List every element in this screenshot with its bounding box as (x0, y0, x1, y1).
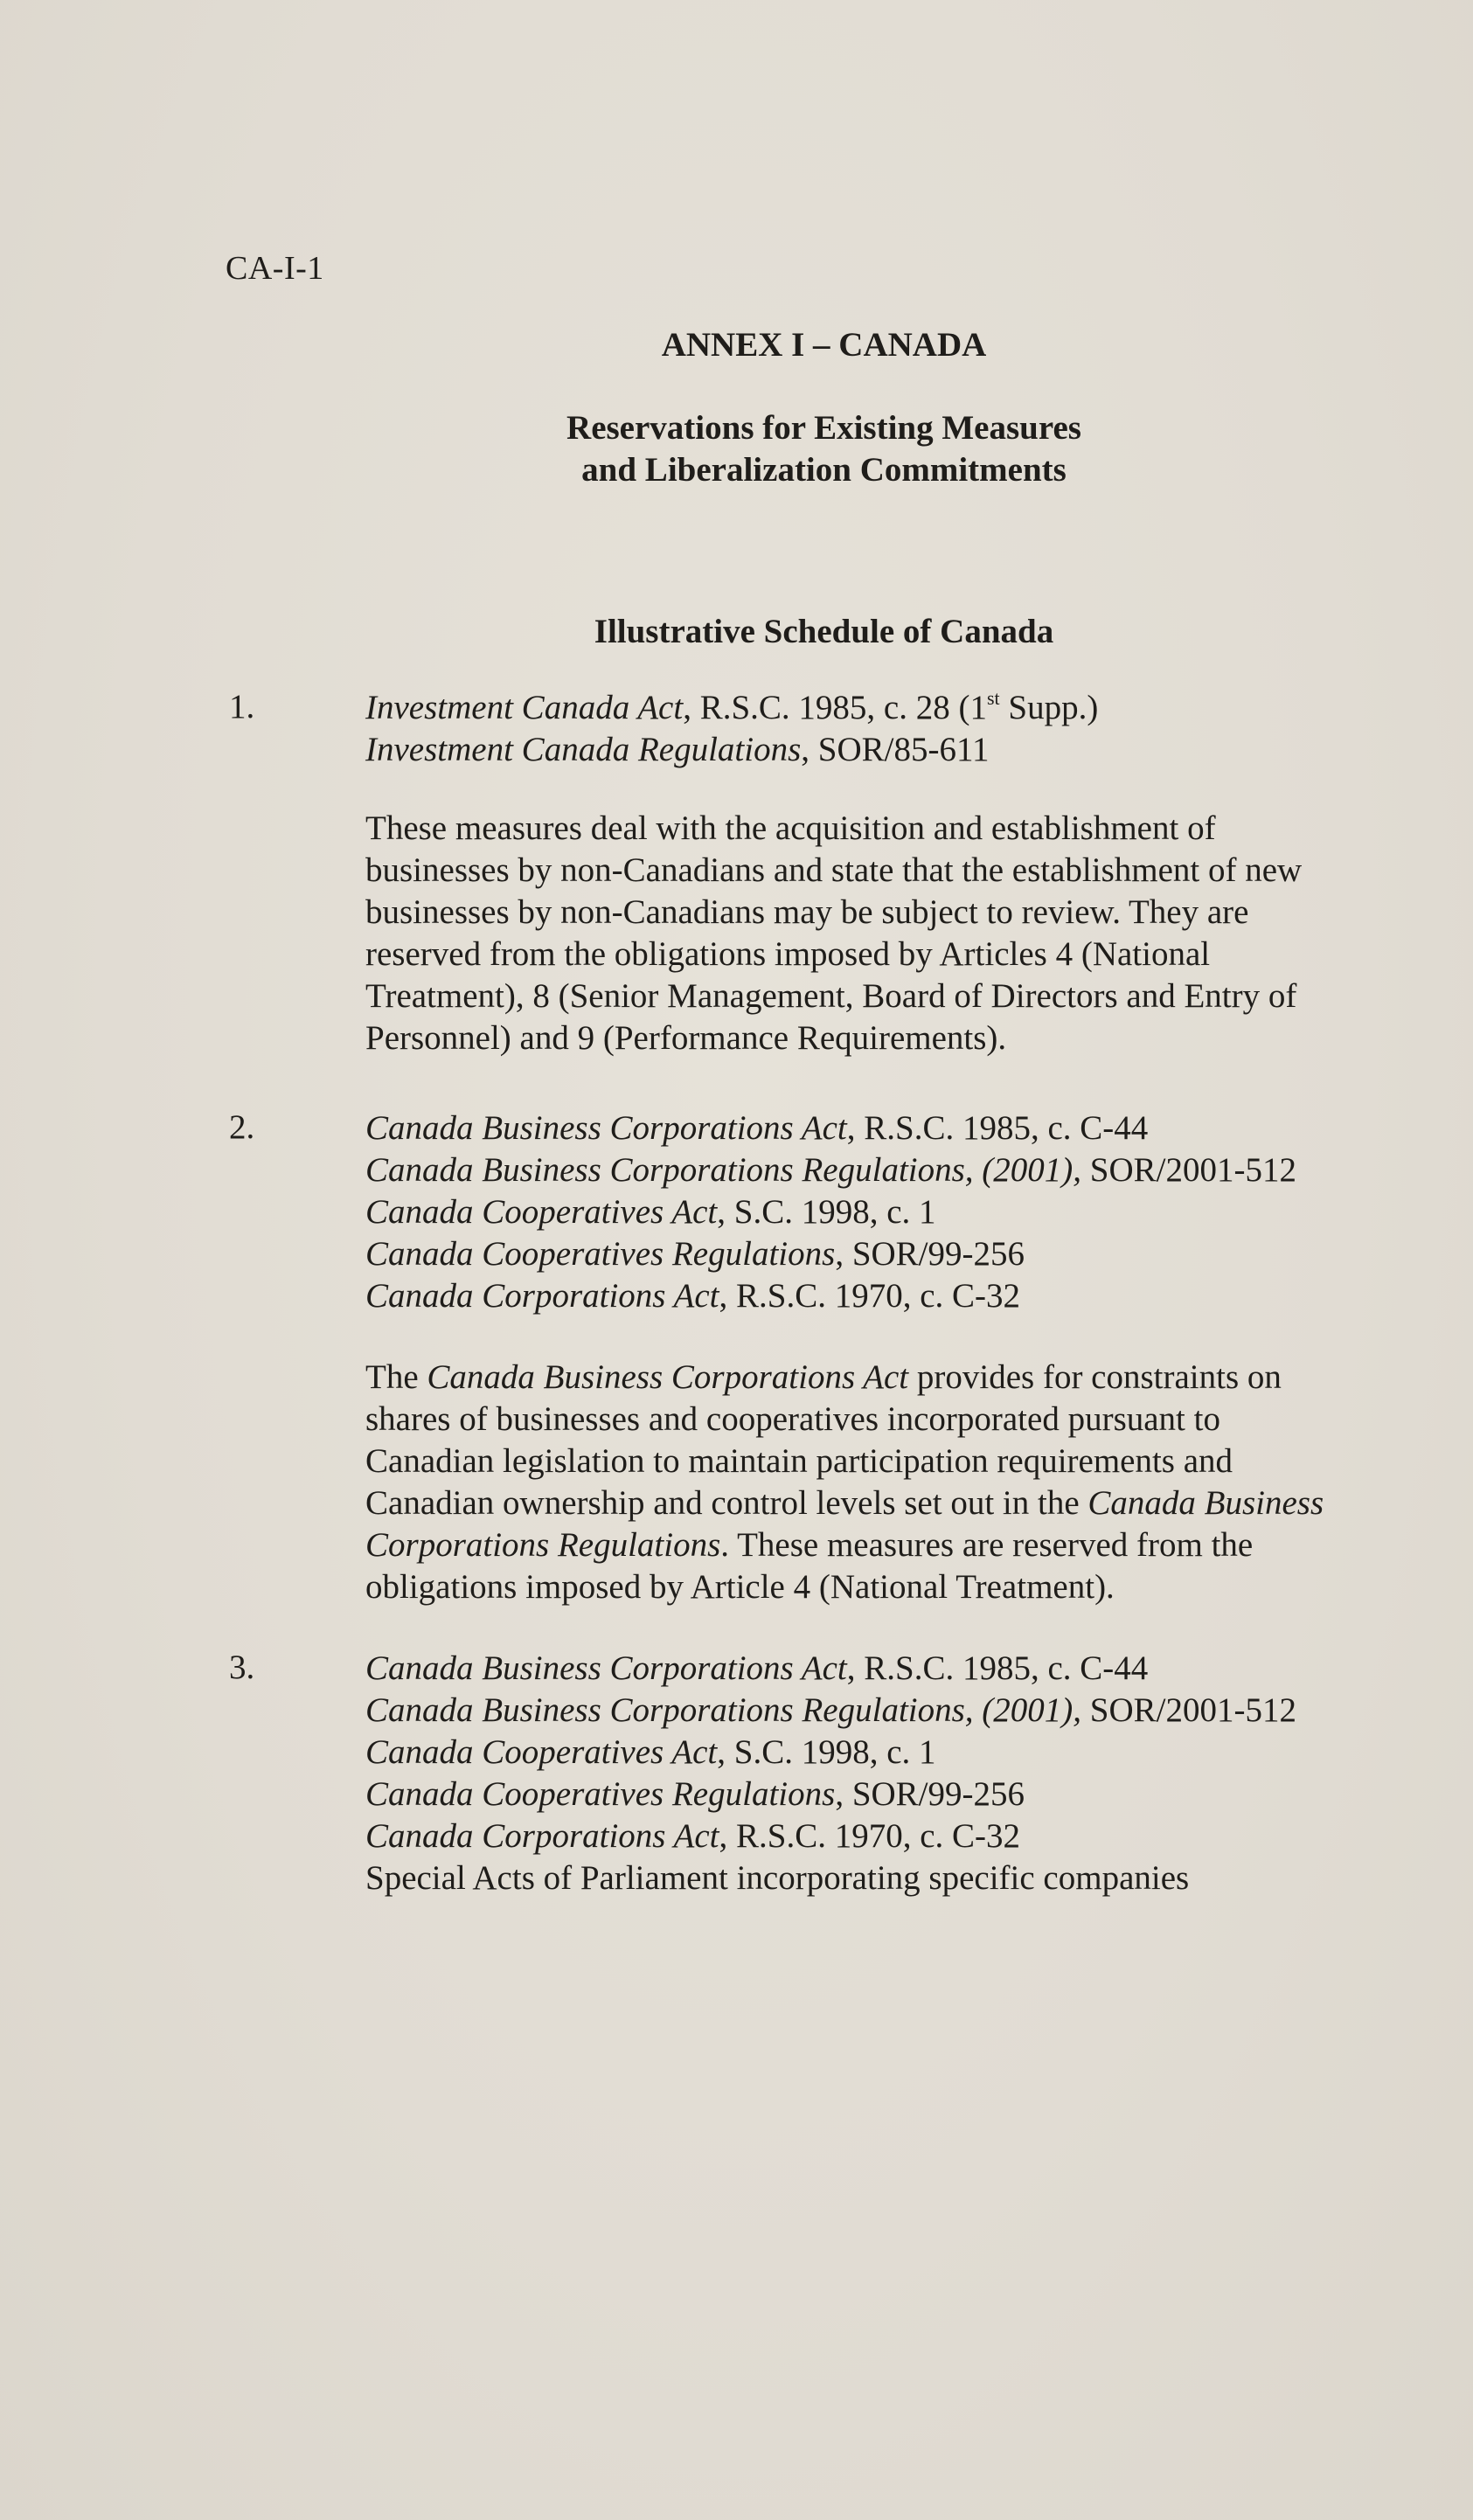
measure-item (365, 1275, 1296, 1317)
description-act-title: Canada Business Corporations Act (427, 1358, 909, 1396)
description-text: Canadian ownership and control levels set out in the (365, 1484, 1088, 1522)
measure-title: Canada Corporations Act (365, 1817, 719, 1855)
description-line: Canadian legislation to maintain participation requirements and (365, 1442, 1233, 1480)
measure-citation: SOR/2001-512 (1081, 1151, 1296, 1189)
subtitle (0, 407, 1473, 491)
measure-citation: SOR/2001-512 (1081, 1691, 1296, 1729)
measure-title: Canada Business Corporations Regulations, (2001), (365, 1151, 1082, 1189)
measure-title: Investment Canada Act (365, 689, 684, 726)
measure-title: Canada Business Corporations Regulations, (2001), (365, 1691, 1082, 1729)
description-act-title: Corporations Regulations (365, 1526, 721, 1564)
measure-title: Canada Corporations Act (365, 1277, 719, 1315)
description-act-title: Canada Business (1087, 1484, 1324, 1522)
measure-title: Canada Cooperatives Regulations (365, 1775, 836, 1813)
measure-item (365, 1107, 1296, 1149)
description-line (365, 1482, 1423, 1524)
description-text: . These measures are reserved from the (720, 1526, 1254, 1564)
measures-list (365, 687, 1098, 771)
measure-superscript: st (986, 687, 1000, 709)
measure-title: Canada Cooperatives Regulations (365, 1235, 836, 1273)
description-line: businesses by non-Canadians may be subject to review. They are (365, 893, 1249, 931)
measure-title: Canada Business Corporations Act (365, 1649, 847, 1687)
measure-item (365, 687, 1098, 729)
measure-item (365, 1233, 1296, 1275)
subtitle-line-1: Reservations for Existing Measures (566, 409, 1081, 447)
measure-citation-tail: Supp.) (999, 689, 1099, 726)
entry-description (365, 808, 1423, 1059)
description-line (365, 1524, 1423, 1566)
measure-item (365, 1149, 1296, 1191)
description-line: shares of businesses and cooperatives incorporated pursuant to (365, 1400, 1220, 1438)
measure-citation: , SOR/99-256 (835, 1775, 1025, 1813)
measure-citation: Special Acts of Parliament incorporating specific companies (365, 1859, 1190, 1897)
entry-number: 2. (229, 1108, 255, 1146)
description-line: businesses by non-Canadians and state that the establishment of new (365, 851, 1303, 889)
measure-item (365, 1732, 1296, 1774)
description-line (365, 1357, 1423, 1399)
measure-title: Canada Cooperatives Act (365, 1193, 718, 1231)
measure-citation: , S.C. 1998, c. 1 (717, 1193, 936, 1231)
annex-title: ANNEX I – CANADA (661, 326, 987, 364)
measures-list (365, 1648, 1296, 1899)
measure-citation: , SOR/85-611 (801, 731, 990, 768)
entry-description (365, 1357, 1423, 1608)
measure-title: Canada Cooperatives Act (365, 1733, 718, 1771)
measure-item (365, 1815, 1296, 1857)
entry-number: 1. (229, 688, 255, 725)
description-line: These measures deal with the acquisition and establishment of (365, 809, 1216, 847)
measure-item (365, 1648, 1296, 1690)
subtitle-line-2: and Liberalization Commitments (581, 451, 1067, 489)
description-line: Treatment), 8 (Senior Management, Board of Directors and Entry of (365, 977, 1297, 1015)
measure-title: Investment Canada Regulations (365, 731, 802, 768)
description-text: provides for constraints on (908, 1358, 1282, 1396)
measures-list (365, 1107, 1296, 1317)
measure-citation: , R.S.C. 1970, c. C-32 (719, 1817, 1021, 1855)
description-line: Personnel) and 9 (Performance Requirements). (365, 1019, 1007, 1057)
measure-item (365, 1690, 1296, 1732)
measure-citation: , R.S.C. 1985, c. C-44 (846, 1649, 1149, 1687)
entry-number: 3. (229, 1649, 255, 1686)
page-identifier: CA-I-1 (226, 250, 324, 287)
measure-citation: , S.C. 1998, c. 1 (717, 1733, 936, 1771)
measure-citation: , R.S.C. 1985, c. C-44 (846, 1109, 1149, 1147)
description-text: The (365, 1358, 427, 1396)
measure-item (365, 729, 1098, 771)
schedule-title: Illustrative Schedule of Canada (594, 613, 1054, 650)
measure-item (365, 1857, 1296, 1899)
measure-item (365, 1191, 1296, 1233)
measure-citation: , R.S.C. 1970, c. C-32 (719, 1277, 1021, 1315)
measure-item (365, 1774, 1296, 1815)
description-line: reserved from the obligations imposed by Articles 4 (National (365, 935, 1211, 973)
measure-citation: , SOR/99-256 (835, 1235, 1025, 1273)
description-line: obligations imposed by Article 4 (National Treatment). (365, 1568, 1115, 1606)
measure-title: Canada Business Corporations Act (365, 1109, 847, 1147)
measure-citation: , R.S.C. 1985, c. 28 (1 (683, 689, 987, 726)
